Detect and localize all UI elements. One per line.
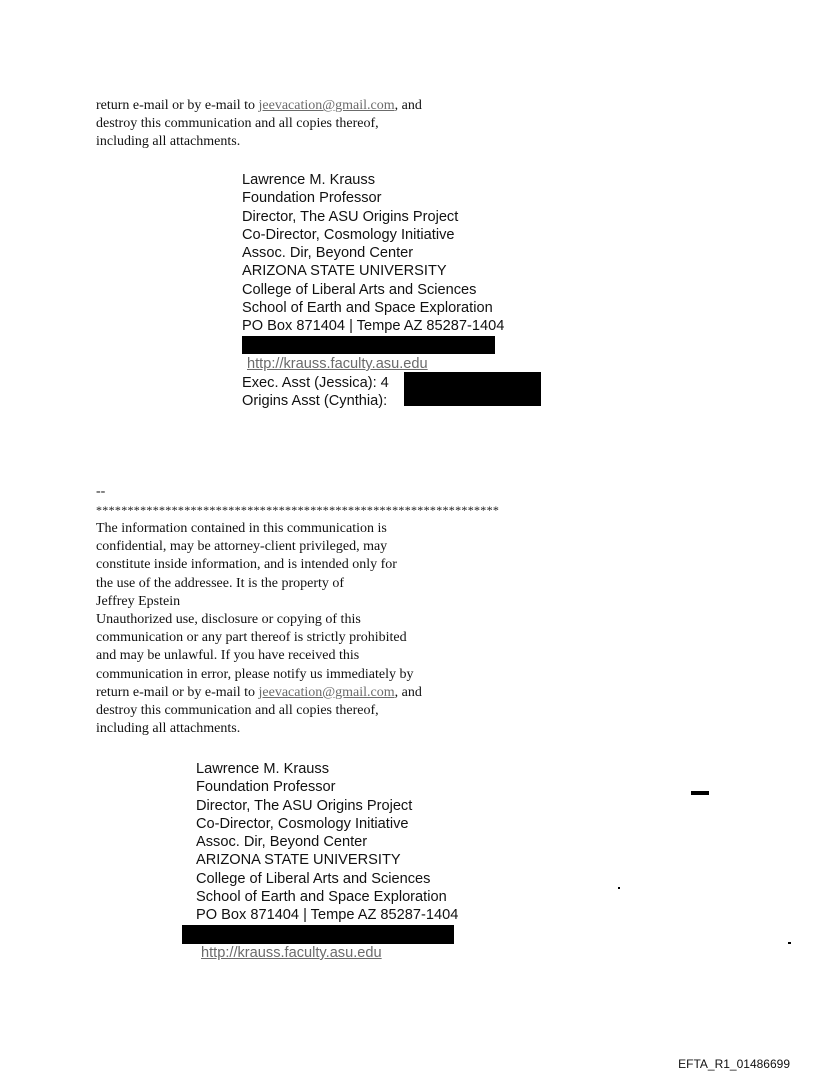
redaction-bar — [242, 336, 495, 354]
redaction-bar — [182, 925, 454, 944]
scan-dot — [788, 942, 791, 944]
top-notice-line-1: return e-mail or by e-mail to jeevacation@gmail.com, and — [96, 98, 422, 113]
separator — [96, 483, 499, 519]
signature-line: School of Earth and Space Exploration — [242, 300, 493, 317]
notice-line: Jeffrey Epstein — [96, 593, 181, 609]
scan-dot — [618, 887, 620, 889]
signature-line: College of Liberal Arts and Sciences — [242, 281, 477, 298]
notice-line: destroy this communication and all copies thereof, — [96, 703, 379, 719]
scan-mark — [691, 791, 709, 795]
signature-1-url-line — [247, 355, 428, 373]
notice-line: communication in error, please notify us immediately by — [96, 666, 414, 682]
notice-line: and may be unlawful. If you have received this — [96, 648, 360, 664]
signature-line: Assoc. Dir, Beyond Center — [196, 834, 368, 851]
signature-line: Assoc. Dir, Beyond Center — [242, 245, 414, 262]
top-notice — [96, 97, 422, 152]
top-notice-line-3: including all attachments. — [96, 134, 241, 150]
notice-line: communication or any part thereof is strictly prohibited — [96, 630, 407, 646]
exec-asst-line: Exec. Asst (Jessica): 4 — [242, 375, 389, 391]
bates-number: EFTA_R1_01486699 — [678, 1057, 790, 1071]
notice-line: including all attachments. — [96, 721, 241, 737]
notice-line: confidential, may be attorney-client privileged, may — [96, 539, 388, 555]
signature-line: Co-Director, Cosmology Initiative — [196, 815, 409, 832]
separator-stars: **************************************************************** — [96, 503, 500, 518]
email-link[interactable]: jeevacation@gmail.com — [258, 98, 395, 113]
faculty-url-link[interactable]: http://krauss.faculty.asu.edu — [201, 945, 382, 961]
separator-dashes: -- — [96, 484, 106, 499]
notice-line: the use of the addressee. It is the property of — [96, 575, 345, 591]
signature-line: Director, The ASU Origins Project — [196, 797, 413, 814]
origins-asst-line: Origins Asst (Cynthia): — [242, 393, 388, 410]
signature-line: Lawrence M. Krauss — [196, 761, 330, 777]
notice-line: Unauthorized use, disclosure or copying of this — [96, 612, 361, 628]
signature-1-assistants — [242, 374, 389, 411]
signature-line: ARIZONA STATE UNIVERSITY — [242, 263, 447, 280]
signature-line: PO Box 871404 | Tempe AZ 85287-1404 — [196, 907, 459, 924]
signature-line: Co-Director, Cosmology Initiative — [242, 226, 455, 243]
email-link[interactable]: jeevacation@gmail.com — [258, 684, 395, 700]
signature-line: ARIZONA STATE UNIVERSITY — [196, 852, 401, 869]
faculty-url-link[interactable]: http://krauss.faculty.asu.edu — [247, 356, 428, 372]
signature-line: Director, The ASU Origins Project — [242, 208, 459, 225]
signature-line: Foundation Professor — [242, 190, 382, 207]
signature-line: Lawrence M. Krauss — [242, 172, 376, 188]
confidentiality-notice — [96, 520, 422, 738]
signature-line: College of Liberal Arts and Sciences — [196, 870, 431, 887]
signature-2-url-line — [201, 944, 382, 962]
redaction-bar — [404, 372, 541, 406]
notice-line: constitute inside information, and is intended only for — [96, 557, 397, 573]
signature-block-1 — [242, 171, 504, 336]
notice-line: The information contained in this communication is — [96, 521, 387, 536]
signature-block-2 — [196, 760, 458, 925]
signature-line: Foundation Professor — [196, 779, 336, 796]
notice-line-email: return e-mail or by e-mail to jeevacation@gmail.com, and — [96, 684, 422, 700]
signature-line: School of Earth and Space Exploration — [196, 889, 447, 906]
signature-line: PO Box 871404 | Tempe AZ 85287-1404 — [242, 318, 505, 335]
top-notice-line-2: destroy this communication and all copies thereof, — [96, 116, 379, 132]
